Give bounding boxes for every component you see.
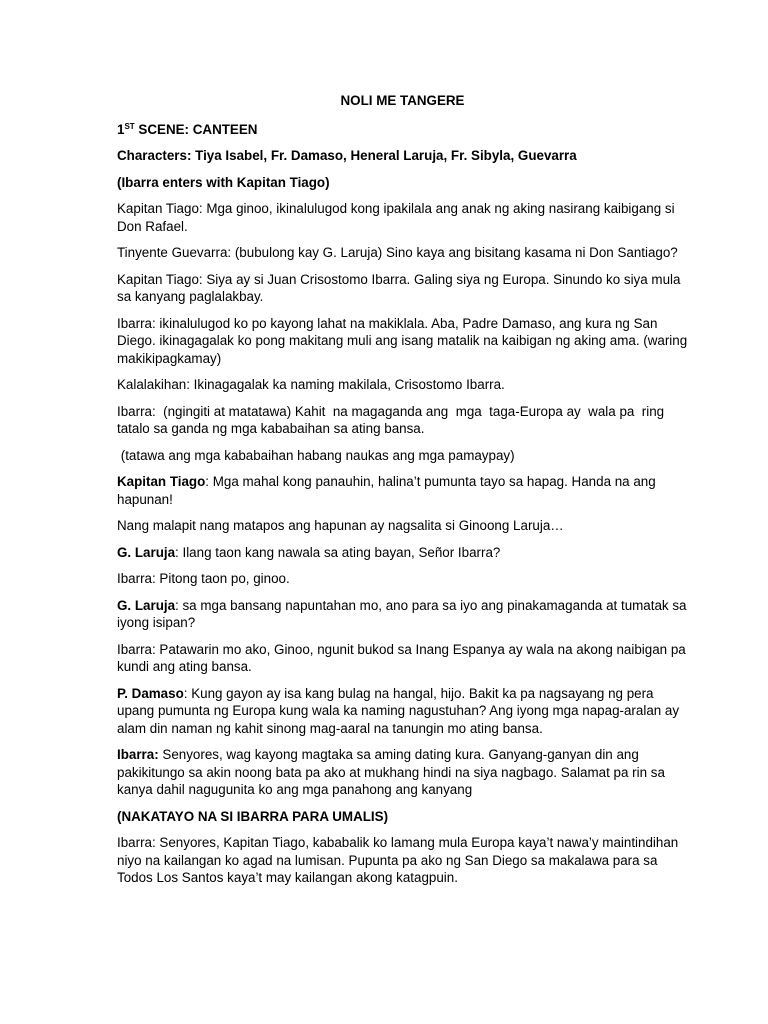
dialogue-line: Ibarra: Senyores, Kapitan Tiago, kababalik ko lamang mula Europa kaya’t nawa’y maintindihan niyo na kailangan ko agad na lumisan. Pupunta pa ako ng San Diego sa makalawa para sa Todos Los Santos kaya’t may kailangan akong katagpuin. <box>117 835 679 885</box>
narration-line: Nang malapit nang matapos ang hapunan ay nagsalita si Ginoong Laruja… <box>117 518 564 533</box>
dialogue-line: Ibarra: Pitong taon po, ginoo. <box>117 571 290 586</box>
scene-ordinal-suffix: ST <box>124 121 135 131</box>
scene-title: SCENE: CANTEEN <box>134 121 258 137</box>
characters-line <box>117 147 688 165</box>
document-title: NOLI ME TANGERE <box>340 93 465 108</box>
speaker-name: G. Laruja <box>117 544 176 560</box>
dialogue-text: Senyores, wag kayong magtaka sa aming dating kura. Ganyang-ganyan din ang pakikitungo sa akin noong bata pa ako at mukhang hindi na siya nagbago. Salamat pa rin sa kanya dahil nagugunita ko ang mga panahong ang kanyang <box>117 747 665 797</box>
dialogue-line: Ibarra: Patawarin mo ako, Ginoo, ngunit bukod sa Inang Espanya ay wala na akong naibigan pa kundi ang ating bansa. <box>117 641 686 674</box>
dialogue-text: : sa mga bansang napuntahan mo, ano para sa iyo ang pinakamaganda at tumatak sa iyong isipan? <box>117 597 687 630</box>
dialogue-line: Tinyente Guevarra: (bubulong kay G. Laruja) Sino kaya ang bisitang kasama ni Don Santiago? <box>117 245 678 260</box>
characters-label: Characters <box>117 148 187 163</box>
dialogue-line <box>117 685 688 738</box>
dialogue-text: : Mga mahal kong panauhin, halina’t pumunta tayo sa hapag. Handa na ang hapunan! <box>117 474 656 507</box>
dialogue-line <box>117 746 688 799</box>
scene-number: 1 <box>117 121 125 137</box>
entrance-direction: (Ibarra enters with Kapitan Tiago) <box>117 174 330 190</box>
dialogue-line: Kalalakihan: Ikinagagalak ka naming makilala, Crisostomo Ibarra. <box>117 377 505 392</box>
dialogue-text: : Ilang taon kang nawala sa ating bayan, Señor Ibarra? <box>175 544 501 560</box>
characters-list: : Tiya Isabel, Fr. Damaso, Heneral Laruja, Fr. Sibyla, Guevarra <box>186 148 577 163</box>
speaker-name: Ibarra: <box>117 747 159 762</box>
dialogue-line <box>117 473 688 508</box>
dialogue-line <box>117 597 688 632</box>
dialogue-line: Kapitan Tiago: Mga ginoo, ikinalulugod kong ipakilala ang anak ng aking nasirang kaibigang si Don Rafael. <box>117 201 675 234</box>
speaker-name: P. Damaso <box>117 685 184 701</box>
scene-heading <box>117 121 688 139</box>
dialogue-line: Kapitan Tiago: Siya ay si Juan Crisostomo Ibarra. Galing siya ng Europa. Sinundo ko siya mula sa kanyang paglalakbay. <box>117 271 681 304</box>
stage-direction: (tatawa ang mga kababaihan habang naukas ang mga pamaypay) <box>117 447 515 463</box>
dialogue-text: : Kung gayon ay isa kang bulag na hangal, hijo. Bakit ka pa nagsayang ng pera upang pumunta ng Europa kung wala ka naming nagustuhan? Ang iyong mga napag-aralan ay alam din naman ng kahit sinong mag-aaral na tanungin mo ating bansa. <box>117 685 680 736</box>
dialogue-line: Ibarra: ikinalulugod ko po kayong lahat na makiklala. Aba, Padre Damaso, ang kura ng San Diego. ikinagagalak ko pong makitang muli ang isang matalik na kaibigan ng aking ama. (waring makikipagkamay) <box>117 315 688 366</box>
speaker-name: G. Laruja <box>117 597 176 613</box>
speaker-name: Kapitan Tiago <box>117 474 206 489</box>
dialogue-line: Ibarra: (ngingiti at matatawa) Kahit na magaganda ang mga taga-Europa ay wala pa ring tatalo sa ganda ng mga kababaihan sa ating bansa. <box>117 403 668 436</box>
stage-direction-heading: (NAKATAYO NA SI IBARRA PARA UMALIS) <box>117 808 389 824</box>
dialogue-line <box>117 544 688 562</box>
